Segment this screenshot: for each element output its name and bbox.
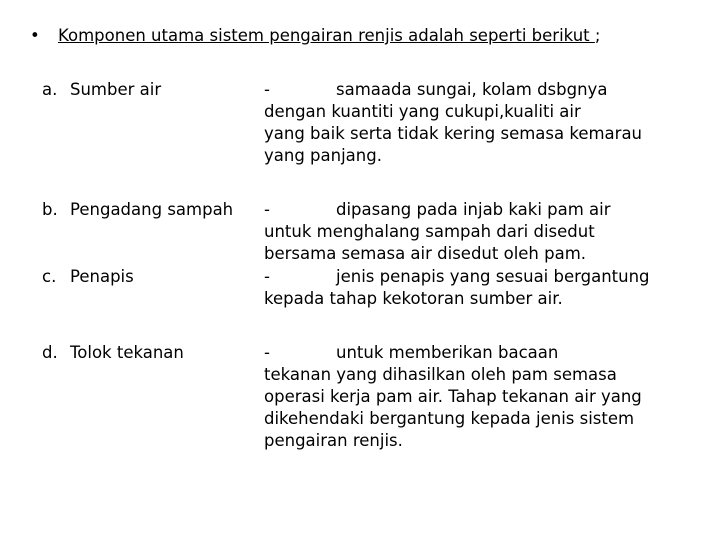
item-dash: - — [264, 200, 270, 219]
intro-text: Komponen utama sistem pengairan renjis adalah seperti berikut — [58, 26, 595, 45]
intro-bullet — [30, 25, 600, 47]
item-term: Tolok tekanan — [70, 343, 184, 362]
desc-line: dikehendaki bergantung kepada jenis sistem — [264, 409, 635, 428]
item-term: Sumber air — [70, 80, 162, 99]
item-description — [264, 342, 704, 452]
intro-suffix: ; — [594, 26, 601, 45]
desc-line: kepada tahap kekotoran sumber air. — [264, 289, 563, 308]
desc-line: untuk menghalang sampah dari disedut — [264, 222, 595, 241]
desc-line: dipasang pada injab kaki pam air — [336, 200, 611, 219]
item-description — [264, 79, 704, 167]
item-term: Pengadang sampah — [70, 200, 234, 219]
desc-line: samaada sungai, kolam dsbgnya — [336, 80, 608, 99]
desc-line: tekanan yang dihasilkan oleh pam semasa — [264, 365, 617, 384]
desc-line: untuk memberikan bacaan — [336, 343, 559, 362]
item-letter: d. — [42, 343, 58, 362]
desc-line: operasi kerja pam air. Tahap tekanan air yang — [264, 387, 642, 406]
desc-line: bersama semasa air disedut oleh pam. — [264, 244, 587, 263]
item-letter: a. — [42, 80, 58, 99]
desc-line: dengan kuantiti yang cukupi,kualiti air — [264, 102, 581, 121]
desc-line: yang baik serta tidak kering semasa kemarau — [264, 124, 643, 143]
item-description — [264, 199, 704, 265]
desc-line: jenis penapis yang sesuai bergantung — [336, 267, 650, 286]
item-dash: - — [264, 343, 270, 362]
item-dash: - — [264, 80, 270, 99]
item-dash: - — [264, 267, 270, 286]
item-description — [264, 266, 704, 310]
item-letter: b. — [42, 200, 58, 219]
item-letter: c. — [42, 267, 57, 286]
desc-line: pengairan renjis. — [264, 431, 403, 450]
item-term: Penapis — [70, 267, 134, 286]
desc-line: yang panjang. — [264, 146, 382, 165]
bullet-dot-icon: • — [30, 26, 40, 45]
